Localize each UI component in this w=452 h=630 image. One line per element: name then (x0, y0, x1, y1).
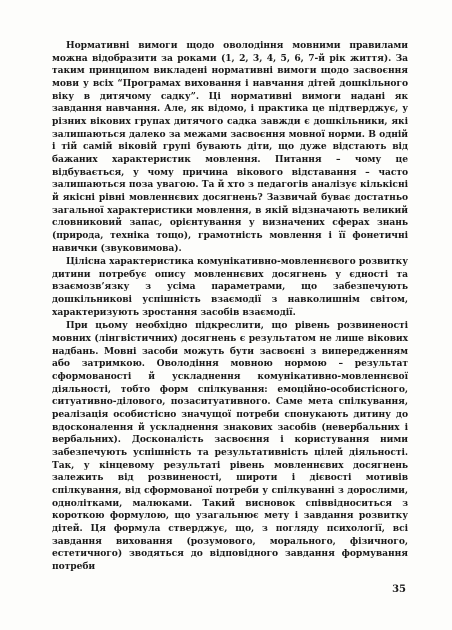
paragraph-language-level: При цьому необхідно підкреслити, що рівень розвиненості мовних (лінгвістичних) досягнень є результатом не лише вікових надбань. Мовні засоби можуть бути засвоєні з випередженням або затримкою. Оволодіння мовною нормою – результат сформованості й ускладнення комунікативно-мовленнєвої діяльності, тобто форм спілкування: емоційно-особистісного, ситуативно-ділового, позаситуативного. Саме мета спілкування, реалізація особистісно значущої потреби спонукають дитину до вдосконалення й ускладнення знакових засобів (невербальних і вербальних). Досконалість засвоєння і користування ними забезпечують успішність та результативність цілей діяльності. Так, у кінцевому результаті рівень мовленнєвих досягнень залежить від розвиненості, широти і дієвості мотивів спілкування, від сформованої потреби у спілкуванні з дорослими, однолітками, малюками. Такий висновок співвідноситься з короткою формулою, що узагальнює мету і завдання розвитку дітей. Ця формула стверджує, що, з погляду психології, всі завдання виховання (розумового, морального, фізичного, естетичного) зводяться до відповідного завдання формування потреби (52, 320, 408, 572)
paragraph-characteristics: Цілісна характеристика комунікативно-мовленнєвого розвитку дитини потребує опису мовленнєвих досягнень у єдності та взаємозв’язку з усіма параметрами, що забезпечують дошкільникові успішність взаємодії з навколишнім світом, характеризують зростання засобів взаємодії. (52, 256, 408, 318)
paragraph-norms: Нормативні вимоги щодо оволодіння мовними правилами можна відобразити за роками (1, 2, 3, 4, 5, 6, 7-й рік життя). За таким принципом викладені нормативні вимоги щодо засвоєння мови у всіх “Програмах виховання і навчання дітей дошкільного віку в дитячому садку”. Ці нормативні вимоги надані як завдання навчання. Але, як відомо, і практика це підтверджує, у різних вікових групах дитячого садка завжди є дошкільники, які залишаються далеко за межами засвоєння мовної норми. В одній і тій самій віковій групі бувають діти, що дуже відстають від бажаних характеристик мовлення. Питання – чому це відбувається, у чому причина вікового відставання – часто залишаються поза увагою. Та й хто з педагогів аналізує кількісні й якісні рівні мовленнєвих досягнень? Зазвичай буває достатньо загальної характеристики мовлення, в якій відзначають великий словниковий запас, орієнтування у визначених сферах знань (природа, техніка тощо), грамотність мовлення і її фонетичні навички (звуковимова). (52, 40, 408, 254)
page-number: 35 (392, 584, 406, 595)
body-text (52, 40, 408, 574)
